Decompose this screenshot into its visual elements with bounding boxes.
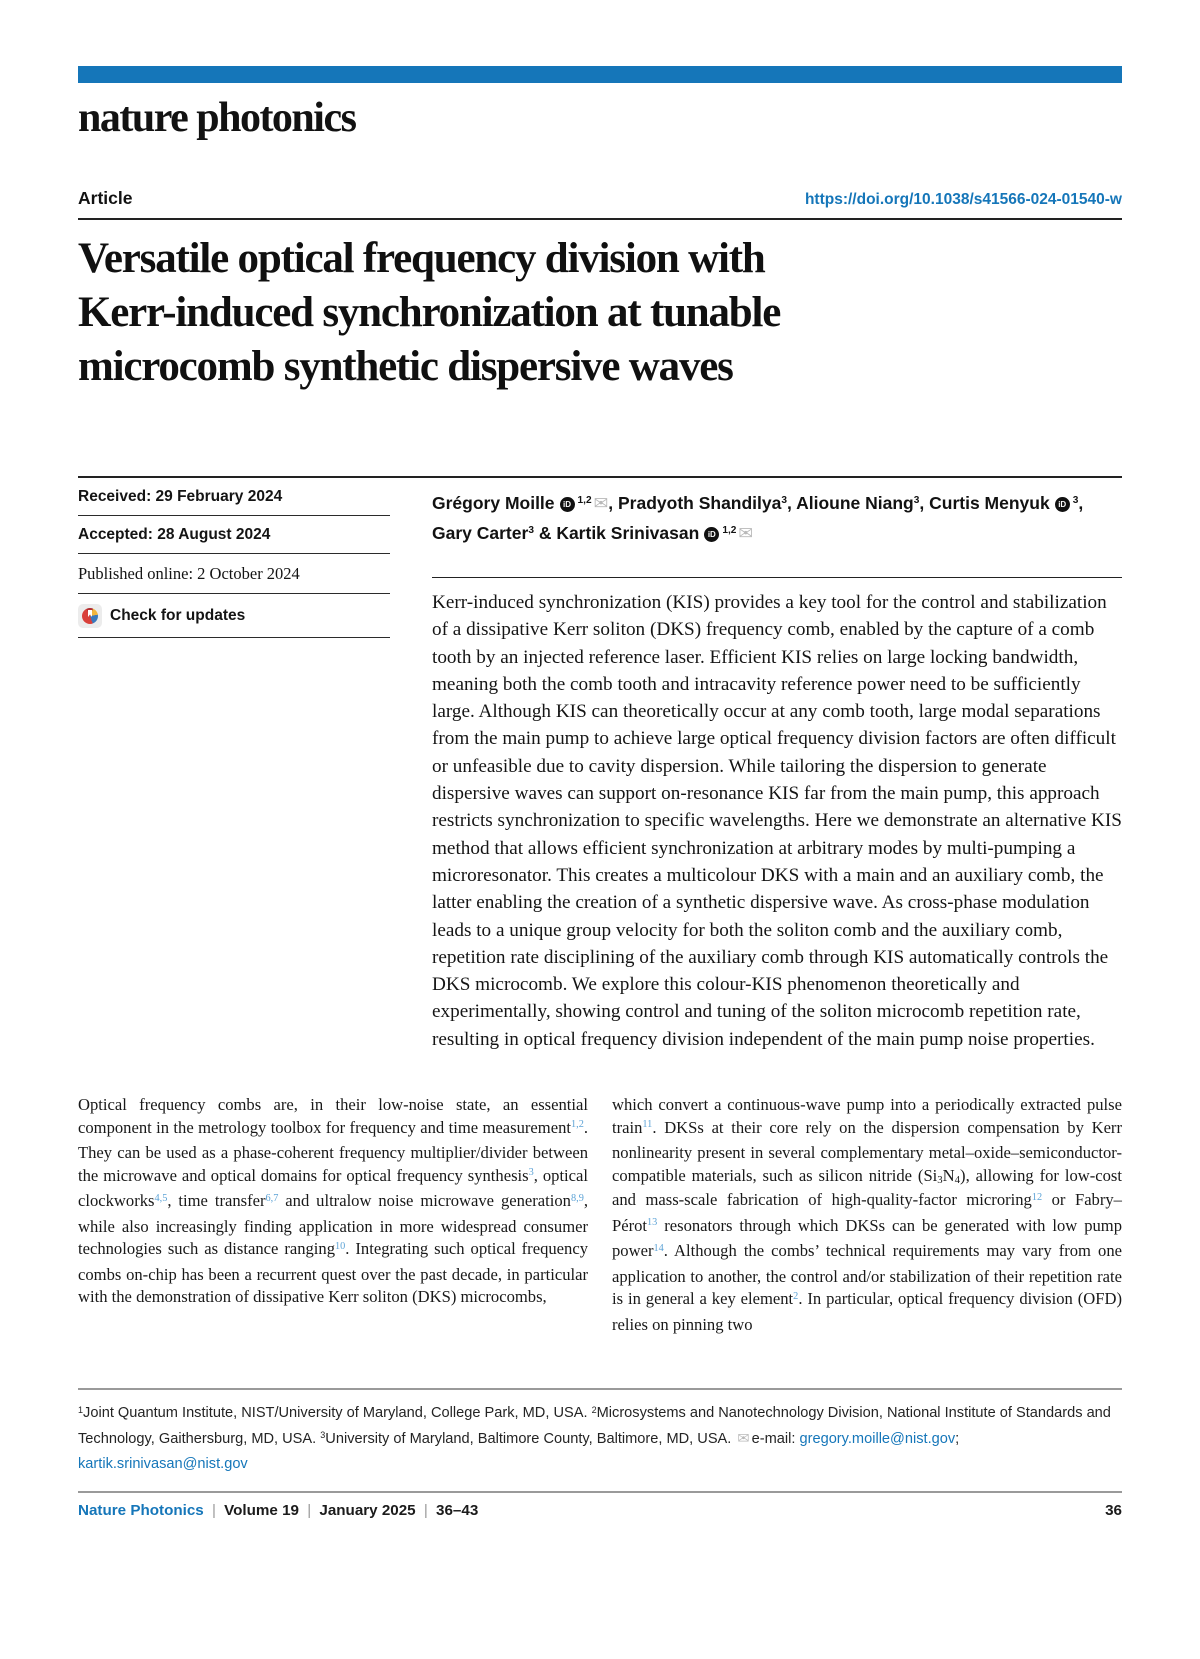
crossmark-icon — [78, 604, 102, 628]
published-date — [78, 554, 390, 594]
footer-divider — [78, 1491, 1122, 1493]
orcid-icon[interactable]: iD — [1055, 497, 1070, 512]
reference-link[interactable]: 3 — [528, 1167, 534, 1179]
superscript: 3 — [913, 495, 920, 507]
superscript: 1,2 — [722, 525, 737, 537]
title-line-3: microcomb synthetic dispersive waves — [78, 343, 733, 390]
superscript: 3 — [1072, 495, 1079, 507]
superscript: 3 — [781, 495, 788, 507]
body-text — [78, 1094, 1122, 1336]
reference-link[interactable]: 2 — [793, 1290, 799, 1302]
text-run: resonators through which DKSs can be generated with low pump power — [612, 1215, 1122, 1261]
text-run: Optical frequency combs are, in their low-noise state, an essential component in the metrology toolbox for frequency and time measurement — [78, 1095, 588, 1137]
body-column-left — [78, 1094, 588, 1336]
subscript: 3 — [937, 1174, 943, 1187]
brand-color-bar — [78, 66, 1122, 83]
text-run: , while also increasingly finding application in more widespread consumer technologies such as distance ranging — [78, 1191, 588, 1259]
text-run: . They can be used as a phase-coherent frequency multiplier/divider between the microwave and optical domains for optical frequency synthesis — [78, 1117, 588, 1185]
text-run: e-mail: — [751, 1430, 800, 1447]
page-footer — [78, 1502, 1122, 1519]
text-run: 36–43 — [436, 1501, 479, 1519]
page-number: 36 — [1105, 1501, 1122, 1519]
body-column-right — [612, 1094, 1122, 1336]
text-run: . Integrating such optical frequency combs on-chip has been a recurrent quest over the past decade, in particular with the demonstration of dissipative Kerr soliton (DKS) microcombs, — [78, 1239, 588, 1307]
reference-link[interactable]: 6,7 — [265, 1192, 279, 1204]
text-run: ; — [955, 1430, 960, 1447]
title-line-1: Versatile optical frequency division with — [78, 235, 765, 282]
separator: | — [207, 1501, 221, 1519]
text-run: Joint Quantum Institute, NIST/University of Maryland, College Park, MD, USA. — [83, 1405, 592, 1422]
orcid-icon[interactable]: iD — [704, 527, 719, 542]
separator: | — [302, 1501, 316, 1519]
text-run: University of Maryland, Baltimore County, Baltimore, MD, USA. — [325, 1430, 736, 1447]
accepted-date-label: Accepted: 28 August 2024 — [78, 526, 271, 543]
reference-link[interactable]: 10 — [335, 1240, 346, 1252]
text-run: , Alioune Niang — [787, 493, 914, 513]
author-list — [432, 478, 1122, 550]
affiliations-footnote — [78, 1388, 1122, 1477]
text-run: . DKSs at their core rely on the dispersion compensation by Kerr nonlinearity present in several complementary metal–oxide–semiconductor-compatible materials, such as silicon nitride (Si — [612, 1117, 1122, 1185]
text-run: and ultralow noise microwave generation — [278, 1191, 571, 1211]
superscript: 3 — [320, 1430, 326, 1441]
reference-link[interactable]: 11 — [642, 1119, 653, 1131]
text-run: , time transfer — [167, 1191, 266, 1211]
text-run: ), allowing for low-cost and mass-scale fabrication of high-quality-factor microring — [612, 1165, 1122, 1210]
reference-link[interactable]: 1,2 — [570, 1119, 584, 1131]
article-header-row — [78, 188, 1122, 209]
text-run: . Although the combs’ technical requirements may vary from one application to another, the control and/or stabilization of their repetition rate is in general a key element — [612, 1241, 1122, 1309]
authors-abstract-column — [432, 478, 1122, 1053]
article-type-label: Article — [78, 188, 133, 208]
doi-link[interactable]: https://doi.org/10.1038/s41566-024-01540-w — [804, 191, 1122, 208]
superscript: 1,2 — [577, 495, 592, 507]
header-divider — [78, 218, 1122, 220]
text-run: Grégory Moille — [432, 493, 555, 513]
separator: | — [419, 1501, 433, 1519]
check-for-updates-label: Check for updates — [110, 607, 246, 624]
text-run: January 2025 — [319, 1501, 416, 1519]
superscript: 3 — [528, 525, 534, 537]
text-run: or Fabry–Pérot — [612, 1190, 1122, 1235]
orcid-icon[interactable]: iD — [560, 497, 575, 512]
text-run: Microsystems and Nanotechnology Division, National Institute of Standards and Technology, Gaithersburg, MD, USA. — [78, 1405, 1111, 1447]
text-run: . In particular, optical frequency division (OFD) relies on pinning two — [612, 1289, 1122, 1334]
text-run: , Gary Carter — [432, 493, 1084, 543]
reference-link[interactable]: 14 — [653, 1242, 664, 1254]
accepted-date — [78, 516, 390, 554]
email-link-moille[interactable]: gregory.moille@nist.gov — [799, 1430, 956, 1447]
reference-link[interactable]: 4,5 — [154, 1192, 168, 1204]
envelope-icon[interactable]: ✉ — [593, 493, 609, 513]
received-date — [78, 478, 390, 516]
abstract-divider — [432, 577, 1122, 578]
text-run: Volume 19 — [224, 1501, 299, 1519]
reference-link[interactable]: 8,9 — [570, 1192, 584, 1204]
text-run: , Pradyoth Shandilya — [608, 493, 782, 513]
article-page — [0, 66, 1200, 1519]
journal-logo: nature photonics — [78, 95, 356, 141]
text-run: , optical clockworks — [78, 1165, 589, 1211]
text-run: , Curtis Menyuk — [919, 493, 1050, 513]
received-date-label: Received: 29 February 2024 — [78, 488, 283, 505]
envelope-icon[interactable]: ✉ — [738, 523, 754, 543]
title-line-2: Kerr-induced synchronization at tunable — [78, 289, 781, 336]
envelope-icon[interactable]: ✉ — [737, 1430, 750, 1447]
paper-title — [78, 232, 1122, 394]
journal-link[interactable]: Nature Photonics — [78, 1501, 204, 1519]
meta-author-section — [78, 476, 1122, 1053]
abstract-text: Kerr-induced synchronization (KIS) provides a key tool for the control and stabilization of a dissipative Kerr soliton (DKS) frequency comb, enabled by the capture of a comb tooth by an injected reference laser. Efficient KIS relies on large locking bandwidth, meaning both the comb tooth and intracavity reference power need to be sufficiently large. Although KIS can theoretically occur at any comb tooth, large modal separations from the main pump to achieve large optical frequency division factors are often difficult or unfeasible due to cavity dispersion. While tailoring the dispersion to generate dispersive waves can support on-resonance KIS far from the main pump, this approach restricts synchronization to specific wavelengths. Here we demonstrate an alternative KIS method that allows efficient synchronization at arbitrary modes by multi-pumping a microresonator. This creates a multicolour DKS with a main and an auxiliary comb, the latter enabling the creation of a synthetic dispersive wave. As cross-phase modulation leads to a unique group velocity for both the soliton comb and the auxiliary comb, repetition rate disciplining of the auxiliary comb through KIS automatically controls the DKS microcomb. We explore this colour-KIS phenomenon theoretically and experimentally, showing control and tuning of the soliton microcomb repetition rate, resulting in optical frequency division independent of the main pump noise properties. — [432, 592, 1122, 1050]
reference-link[interactable]: 13 — [647, 1217, 658, 1229]
reference-link[interactable]: 12 — [1031, 1191, 1043, 1203]
check-for-updates[interactable] — [78, 594, 390, 638]
subscript: 4 — [954, 1174, 961, 1187]
superscript: 1 — [78, 1404, 84, 1415]
text-run: which convert a continuous-wave pump into a periodically extracted pulse train — [612, 1095, 1122, 1137]
text-run: & Kartik Srinivasan — [533, 523, 700, 543]
superscript: 2 — [591, 1404, 597, 1415]
email-link-srinivasan[interactable]: kartik.srinivasan@nist.gov — [78, 1456, 248, 1473]
dates-sidebar — [78, 478, 390, 1053]
text-run: N — [942, 1165, 955, 1185]
citation-line — [78, 1502, 478, 1519]
published-date-label: Published online: 2 October 2024 — [78, 564, 300, 583]
